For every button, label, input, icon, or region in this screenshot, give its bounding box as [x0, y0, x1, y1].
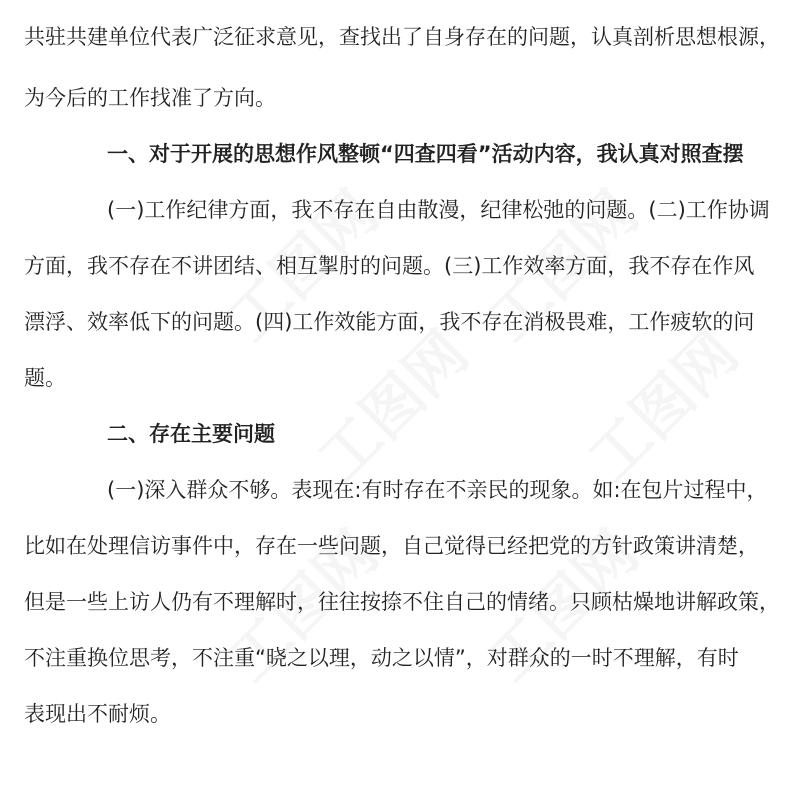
watermark-5: 工图网	[215, 518, 392, 695]
paragraph-line-5: 漂浮、效率低下的问题。(四)工作效能方面，我不存在消极畏难，工作疲软的问	[24, 310, 755, 334]
paragraph-line-3: (一)工作纪律方面，我不存在自由散漫，纪律松弛的问题。(二)工作协调	[107, 198, 770, 222]
paragraph-line-11: 表现出不耐烦。	[24, 702, 171, 726]
section-heading-2: 二、存在主要问题	[107, 422, 275, 446]
paragraph-line-9: 但是一些上访人仍有不理解时，往往按捺不住自己的情绪。只顾枯燥地讲解政策，	[24, 590, 780, 614]
paragraph-line-2: 为今后的工作找准了方向。	[24, 86, 276, 110]
paragraph-line-8: 比如在处理信访事件中，存在一些问题，自己觉得已经把党的方针政策讲清楚，	[24, 534, 759, 558]
watermark-4: 工图网	[575, 318, 752, 495]
paragraph-line-1: 共驻共建单位代表广泛征求意见，查找出了自身存在的问题，认真剖析思想根源，	[24, 25, 780, 49]
watermark-3: 工图网	[305, 318, 482, 495]
paragraph-line-10: 不注重换位思考，不注重“晓之以理，动之以情”，对群众的一时不理解，有时	[24, 646, 739, 670]
section-heading-1: 一、对于开展的思想作风整顿“四查四看”活动内容，我认真对照查摆	[107, 142, 744, 166]
watermark-6: 工图网	[475, 518, 652, 695]
watermark-2: 工图网	[475, 178, 652, 355]
paragraph-line-7: (一)深入群众不够。表现在:有时存在不亲民的现象。如:在包片过程中，	[107, 478, 768, 502]
paragraph-line-6: 题。	[24, 366, 66, 390]
watermark-1: 工图网	[215, 178, 392, 355]
paragraph-line-4: 方面，我不存在不讲团结、相互掣肘的问题。(三)工作效率方面，我不存在作风	[24, 254, 755, 278]
